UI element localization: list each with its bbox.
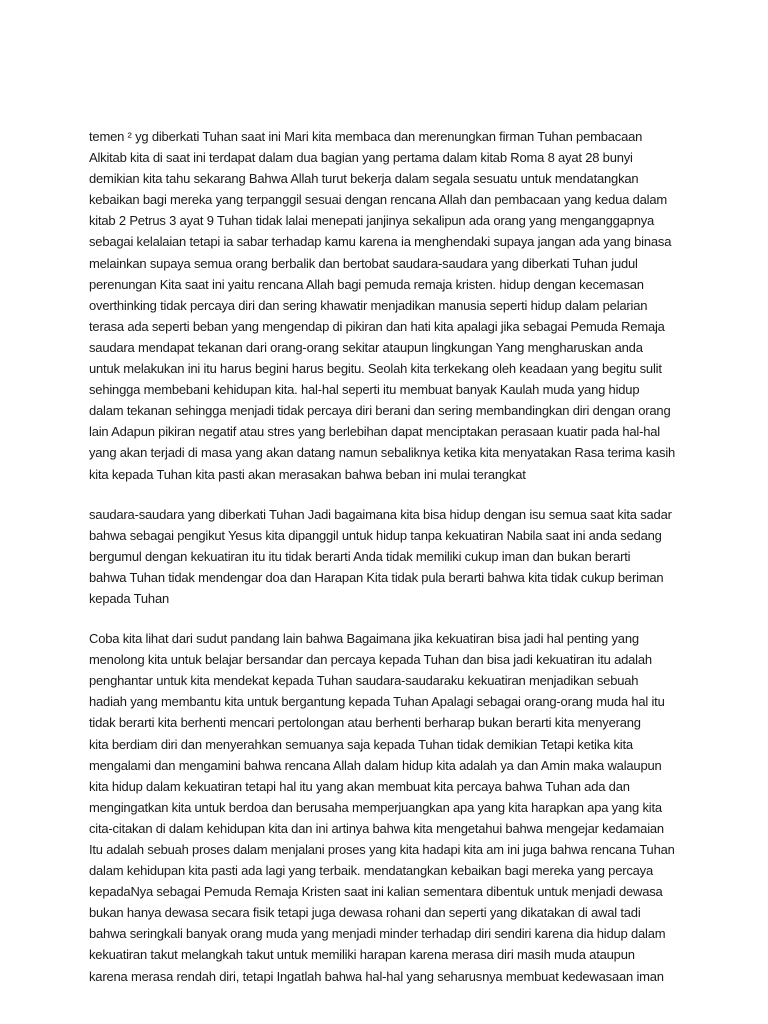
text-line: penghantar untuk kita mendekat kepada Tuhan saudara-saudaraku kekuatiran menjadikan sebuah bbox=[89, 673, 639, 689]
text-line: dalam tekanan sehingga menjadi tidak percaya diri berani dan sering membandingkan diri dengan orang bbox=[89, 403, 671, 419]
text-line: mengalami dan mengamini bahwa rencana Allah dalam hidup kita adalah ya dan Amin maka walaupun bbox=[89, 757, 662, 773]
text-line: lain Adapun pikiran negatif atau stres yang berlebihan dapat menciptakan perasaan kuatir pada hal-hal bbox=[89, 424, 660, 440]
text-line: Itu adalah sebuah proses dalam menjalani proses yang kita hadapi kita am ini juga bahwa rencana Tuhan bbox=[89, 842, 675, 857]
text-line: hadiah yang membantu kita untuk bergantung kepada Tuhan Apalagi sebagai orang-orang muda hal itu bbox=[89, 694, 665, 710]
text-line: kita hidup dalam kekuatiran tetapi hal itu yang akan membuat kita percaya bahwa Tuhan ada dan bbox=[89, 778, 630, 794]
text-line: kita berdiam diri dan menyerahkan semuanya saja kepada Tuhan tidak demikian Tetapi ketika kita bbox=[89, 736, 633, 752]
paragraph-1 bbox=[89, 126, 675, 485]
document-page bbox=[89, 126, 675, 987]
text-line: kepadaNya sebagai Pemuda Remaja Kristen saat ini kalian sementara dibentuk untuk menjadi dewasa bbox=[89, 884, 663, 900]
text-line: yang akan terjadi di masa yang akan datang namun sebaliknya ketika kita menyatakan Rasa terima kasih bbox=[89, 445, 676, 461]
text-line: menolong kita untuk belajar bersandar dan percaya kepada Tuhan dan bisa jadi kekuatiran itu adalah bbox=[89, 652, 652, 668]
paragraph-3 bbox=[89, 628, 675, 987]
text-line: perenungan Kita saat ini yaitu rencana Allah bagi pemuda remaja kristen. hidup dengan kecemasan bbox=[89, 276, 644, 292]
text-line: sehingga membebani kehidupan kita. hal-hal seperti itu membuat banyak Kaulah muda yang hidup bbox=[89, 382, 640, 398]
text-line: kebaikan bagi mereka yang terpanggil sesuai dengan rencana Allah dan pembacaan yang kedua dalam bbox=[89, 192, 667, 208]
text-line: melainkan supaya semua orang berbalik dan bertobat saudara-saudara yang diberkati Tuhan judul bbox=[89, 255, 638, 271]
text-line: overthinking tidak percaya diri dan sering khawatir menjadikan manusia seperti hidup dalam pelarian bbox=[89, 297, 648, 313]
text-line: bahwa Tuhan tidak mendengar doa dan Harapan Kita tidak pula berarti bahwa kita tidak cukup beriman bbox=[89, 569, 664, 585]
text-line: untuk melakukan ini itu harus begini harus begitu. Seolah kita terkekang oleh keadaan yang begitu sulit bbox=[89, 361, 662, 377]
text-line: bahwa seringkali banyak orang muda yang menjadi minder terhadap diri sendiri karena dia hidup dalam bbox=[89, 926, 666, 942]
text-line: Coba kita lihat dari sudut pandang lain bahwa Bagaimana jika kekuatiran bisa jadi hal penting yang bbox=[89, 631, 639, 647]
text-line: bergumul dengan kekuatiran itu itu tidak berarti Anda tidak memiliki cukup iman dan bukan berarti bbox=[89, 548, 631, 564]
text-line: saudara-saudara yang diberkati Tuhan Jadi bagaimana kita bisa hidup dengan isu semua saat kita sadar bbox=[89, 506, 672, 522]
text-line: cita-citakan di dalam kehidupan kita dan ini artinya bahwa kita mengetahui bahwa mengejar kedamaian bbox=[89, 820, 664, 836]
text-line: mengingatkan kita untuk berdoa dan berusaha memperjuangkan apa yang kita harapkan apa yang kita bbox=[89, 799, 662, 815]
text-line: demikian kita tahu sekarang Bahwa Allah turut bekerja dalam segala sesuatu untuk mendatangkan bbox=[89, 171, 639, 187]
text-line: dalam kehidupan kita pasti ada lagi yang terbaik. mendatangkan kebaikan bagi mereka yang percaya bbox=[89, 863, 654, 879]
text-line: temen ² yg diberkati Tuhan saat ini Mari kita membaca dan merenungkan firman Tuhan pembacaan bbox=[89, 129, 643, 144]
text-line: sebagai kelalaian tetapi ia sabar terhadap kamu karena ia menghendaki supaya jangan ada yang binasa bbox=[89, 234, 672, 250]
text-line: kepada Tuhan bbox=[89, 590, 170, 606]
text-line: saudara mendapat tekanan dari orang-orang sekitar ataupun lingkungan Yang mengharuskan anda bbox=[89, 339, 643, 355]
text-line: Alkitab kita di saat ini terdapat dalam dua bagian yang pertama dalam kitab Roma 8 ayat 28 bunyi bbox=[89, 150, 633, 166]
text-line: bahwa sebagai pengikut Yesus kita dipanggil untuk hidup tanpa kekuatiran Nabila saat ini anda sedang bbox=[89, 527, 662, 543]
paragraph-2 bbox=[89, 504, 675, 609]
text-line: tidak berarti kita berhenti mencari pertolongan atau berhenti berharap bukan berarti kita menyerang bbox=[89, 715, 641, 731]
text-line: bukan hanya dewasa secara fisik tetapi juga dewasa rohani dan seperti yang dikatakan di awal tadi bbox=[89, 905, 641, 921]
text-line: kita kepada Tuhan kita pasti akan merasakan bahwa beban ini mulai terangkat bbox=[89, 466, 526, 482]
text-line: kitab 2 Petrus 3 ayat 9 Tuhan tidak lalai menepati janjinya sekalipun ada orang yang menganggapnya bbox=[89, 213, 655, 229]
text-line: karena merasa rendah diri, tetapi Ingatlah bahwa hal-hal yang seharusnya membuat kedewasaan iman bbox=[89, 968, 664, 984]
text-line: terasa ada seperti beban yang mengendap di pikiran dan hati kita apalagi jika sebagai Pemuda Remaja bbox=[89, 318, 665, 334]
text-line: kekuatiran takut melangkah takut untuk memiliki harapan karena merasa diri masih muda ataupun bbox=[89, 947, 635, 963]
